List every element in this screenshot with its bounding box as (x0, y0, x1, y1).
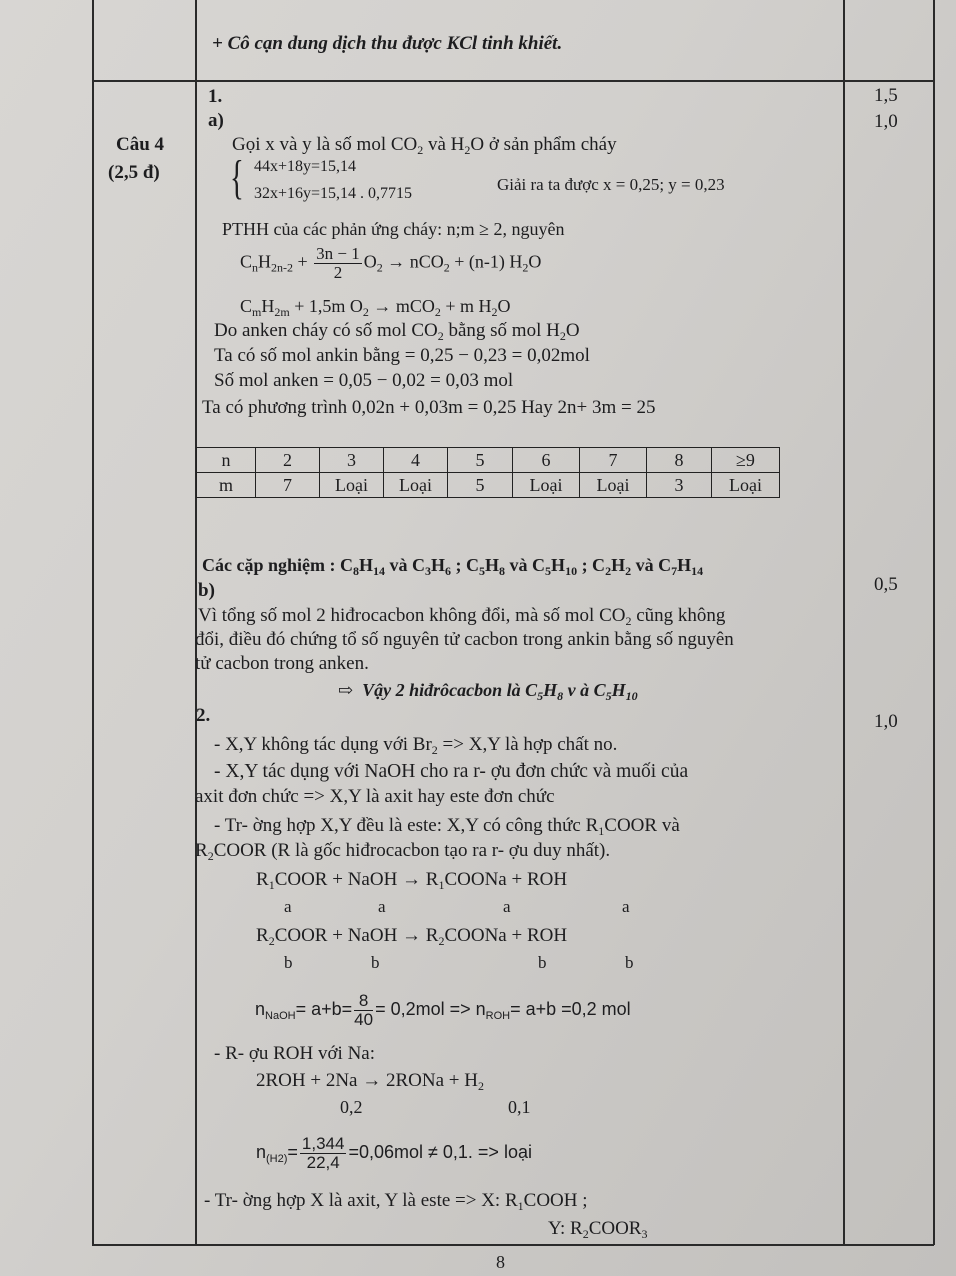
row-divider (92, 80, 934, 82)
coef-a-1: a (284, 897, 292, 916)
question-points: (2,5 đ) (108, 162, 160, 183)
part-b-line-3: tử cacbon trong anken. (195, 653, 369, 674)
score-1: 1,5 (874, 85, 898, 106)
pthh-line: PTHH của các phản ứng cháy: n;m ≥ 2, nguyên (222, 219, 565, 239)
section-2-line-4: - Tr- ờng hợp X,Y đều là este: X,Y có công thức $R_1COOR$ và (214, 815, 680, 838)
score-2: 1,0 (874, 711, 898, 732)
section-2-line-1: - X,Y không tác dụng với $Br_2 => X,Y$ là hợp chất no. (214, 734, 618, 757)
coef-b-1: b (284, 953, 293, 972)
reaction-alkene: $C_mH_{2m} + 1,5m$ $O_2 \to mCO_2 + m$ $H_2O$ (240, 296, 511, 319)
score-b: 0,5 (874, 574, 898, 595)
table-cell: ≥9 (712, 448, 780, 473)
table-cell: 6 (513, 448, 580, 473)
part-b-line-1: Vì tổng số mol 2 hiđrocacbon không đổi, mà số mol $CO_2$ cũng không (198, 605, 726, 628)
section-2-line-3: axit đơn chức => X,Y là axit hay este đơn chức (195, 786, 555, 807)
table-border-left (92, 0, 94, 1245)
ester-reaction-1: $R_1COOR$ + NaOH → $R_1COONa$ + ROH (256, 869, 568, 892)
coef-b-3: b (538, 953, 547, 972)
table-cell: 3 (647, 473, 712, 498)
table-cell: n (197, 448, 256, 473)
h2-calculation: $n_{(H2)}=$ $\frac{1,344}{22,4}$ =0,06mol ≠ 0,1. => loại (256, 1134, 532, 1172)
table-border-bottom (92, 1244, 934, 1246)
section-2-line-5: $R_2COOR$ (R là gốc hiđrocacbon tạo ra r- ợu duy nhất). (195, 840, 611, 863)
n-m-table (196, 447, 780, 498)
roh-na-reaction: 2ROH + 2Na → 2RONa + $H_2$ (256, 1070, 484, 1093)
final-case-line: - Tr- ờng hợp X là axit, Y là este => X: $R_1COOH$ ; (204, 1190, 588, 1213)
h2-fraction: $\frac{1,344}{22,4}$ (301, 1134, 345, 1172)
table-cell: 5 (448, 448, 513, 473)
na-coef-1: 0,2 (340, 1097, 363, 1117)
solution-pairs: Các cặp nghiệm : $C_8H_{14}$ và $C_3H_6$ ; $C_5H_8$ và $C_5H_{10}$ ; $C_2H_2$ và $C_7H_{14}$ (202, 555, 704, 578)
arrow-icon: ⇨ (338, 680, 354, 700)
part-a-label: a) (208, 110, 224, 131)
table-cell: Loại (320, 473, 384, 498)
table-row (197, 448, 780, 473)
coef-b-4: b (625, 953, 634, 972)
table-row (197, 473, 780, 498)
anken-mol-line: Số mol anken = 0,05 − 0,02 = 0,03 mol (214, 370, 514, 391)
part-b-line-2: đổi, điều đó chứng tổ số nguyên tử cacbon trong ankin bằng số nguyên (195, 629, 734, 650)
column-divider-right (843, 0, 845, 1245)
table-cell: Loại (712, 473, 780, 498)
coef-a-3: a (503, 897, 511, 916)
final-case-line-2: Y: $R_2COOR_3$ (548, 1218, 648, 1241)
anken-line: Do anken cháy có số mol $CO_2$ bằng số mol $H_2O$ (214, 320, 580, 343)
question-label: Câu 4 (116, 134, 165, 155)
table-cell: 7 (580, 448, 647, 473)
coefficient-fraction: $\frac{3n - 1}{2}$ (316, 244, 360, 282)
solution-line: Giải ra ta được x = 0,25; y = 0,23 (497, 175, 725, 194)
kcl-note: + Cô cạn dung dịch thu được KCl tinh khiết. (212, 33, 563, 54)
score-a: 1,0 (874, 111, 898, 132)
intro-line: Gọi x và y là số mol $CO_2$ và $H_2O$ ở sản phẩm cháy (232, 134, 617, 157)
conclusion-line: ⇨ Vậy 2 hiđrôcacbon là $C_5H_8$ v à $C_5H_{10}$ (338, 680, 638, 703)
section-2-line-2: - X,Y tác dụng với NaOH cho ra r- ợu đơn chức và muối của (214, 761, 689, 782)
page-number: 8 (496, 1252, 505, 1272)
coef-a-2: a (378, 897, 386, 916)
ester-reaction-2: $R_2COOR$ + NaOH → $R_2COONa$ + ROH (256, 925, 568, 948)
table-cell: 4 (384, 448, 448, 473)
table-cell: Loại (580, 473, 647, 498)
table-cell: Loại (513, 473, 580, 498)
table-cell: m (197, 473, 256, 498)
ankin-mol-line: Ta có số mol ankin bằng = 0,25 − 0,23 = 0,02mol (214, 345, 590, 366)
coef-b-2: b (371, 953, 380, 972)
equation-system-2: 32x+16y=15,14 . 0,7715 (254, 185, 413, 202)
naoh-fraction: $\frac{8}{40}$ (354, 991, 374, 1029)
table-cell: 8 (647, 448, 712, 473)
system-brace: { (230, 151, 244, 204)
equation-system-1: 44x+18y=15,14 (254, 158, 357, 175)
table-cell: 2 (256, 448, 320, 473)
coef-a-4: a (622, 897, 630, 916)
table-cell: 3 (320, 448, 384, 473)
naoh-calculation: $n_{NaOH}= a+b=$ $\frac{8}{40}$ = $0,2mol => n_{ROH}= a+b =0,2$ mol (255, 991, 631, 1029)
equation-line: Ta có phương trình 0,02n + 0,03m = 0,25 Hay 2n+ 3m = 25 (202, 397, 656, 418)
section-2-label: 2. (196, 705, 211, 726)
column-divider-left (195, 0, 197, 1245)
table-cell: Loại (384, 473, 448, 498)
na-coef-2: 0,1 (508, 1097, 531, 1117)
part-b-label: b) (198, 580, 215, 601)
table-cell: 5 (448, 473, 513, 498)
table-cell: 7 (256, 473, 320, 498)
reaction-alkyne: $C_nH_{2n-2}$ + $\frac{3n - 1}{2}$ $O_2 \to nCO_2 + (n-1)$ $H_2O$ (240, 244, 542, 282)
section-1-label: 1. (208, 86, 223, 107)
roh-na-line: - R- ợu ROH với Na: (214, 1043, 375, 1064)
table-border-right (933, 0, 935, 1245)
